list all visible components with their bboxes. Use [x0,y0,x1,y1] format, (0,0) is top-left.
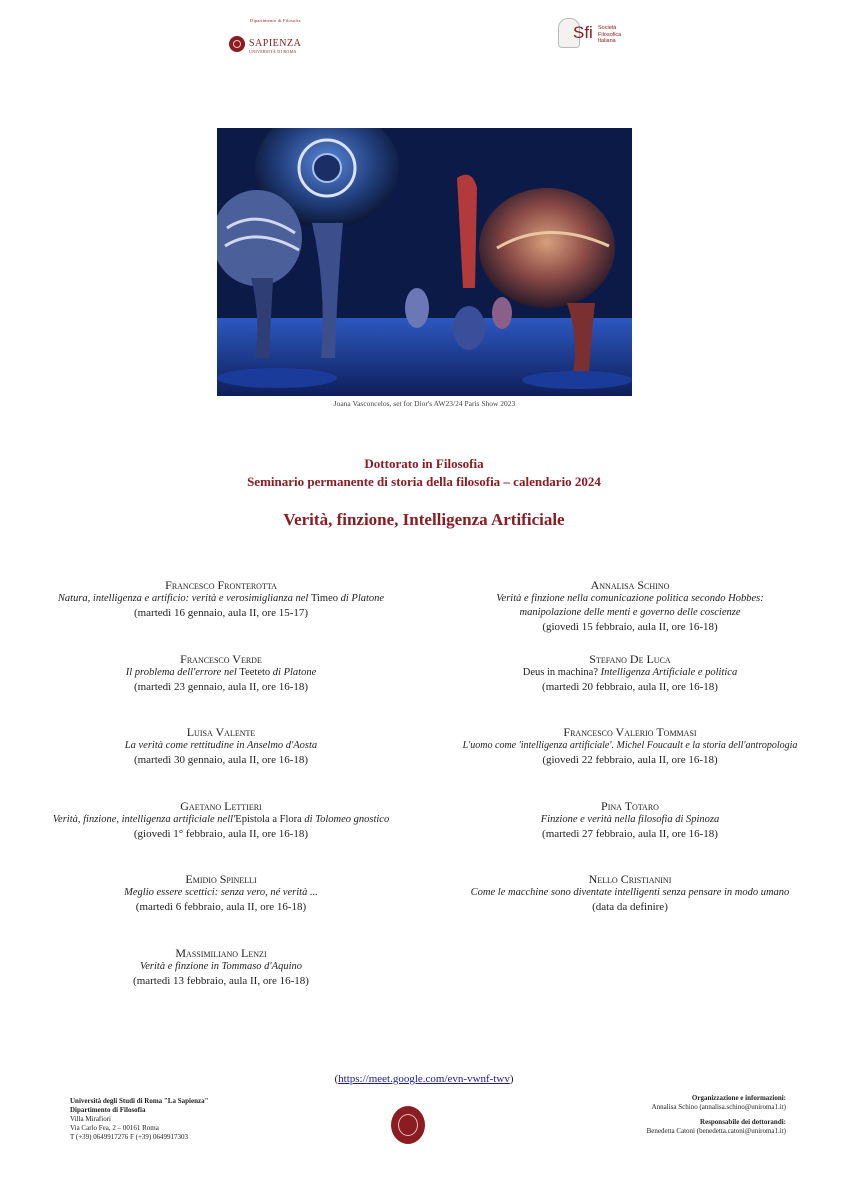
talk-speaker: Francesco Verde [180,652,262,666]
talk-title: Finzione e verità nella filosofia di Spinoza [540,814,720,825]
talk-schedule: (giovedì 22 febbraio, aula II, ore 16-18) [542,754,718,766]
sfi-logo [556,14,636,54]
talk-entry [450,799,810,841]
talk-entry [450,725,810,767]
talk-title: L'uomo come 'intelligenza artificiale'. Michel Foucault e la storia dell'antropologia [462,740,798,751]
talk-speaker: Stefano De Luca [589,652,671,666]
talk-title-part: Intelligenza Artificiale e politica [598,667,738,678]
talk-title: Meglio essere scettici: senza vero, né verità ... [124,887,318,898]
talk-title-part: Natura, intelligenza e artificio: verità e verosimiglianza nel [57,593,311,604]
program-title: Dottorato in Filosofia [364,456,484,471]
sfi-mark: Sfi [573,23,593,42]
sapienza-logo [228,16,308,56]
talk-speaker: Francesco Fronterotta [165,578,277,592]
footer-phone: T (+39) 0649917276 F (+39) 0649917303 [70,1133,189,1141]
sfi-name-line: Italiana [598,38,616,44]
talk-title-work: Timeo [310,593,338,604]
talk-schedule: (data da definire) [592,901,668,913]
talk-speaker: Massimiliano Lenzi [175,946,267,960]
sapienza-seal-footer-icon [391,1106,425,1144]
talk-schedule: (martedì 13 febbraio, aula II, ore 16-18) [133,975,309,987]
sfi-name [598,25,621,45]
talk-schedule: (martedì 30 gennaio, aula II, ore 16-18) [133,754,309,766]
meet-link[interactable]: https://meet.google.com/evn-vwnf-twv [338,1073,510,1085]
sfi-name-line: Società [598,25,617,31]
talk-entry [41,799,401,841]
sapienza-dept-label: Dipartimento di Filosofia [250,18,301,23]
talk-schedule: (giovedì 15 febbraio, aula II, ore 16-18) [542,621,718,633]
seminar-title: Seminario permanente di storia della filosofia – calendario 2024 [247,474,601,489]
footer-address-line: Villa Mirafiori [70,1115,111,1123]
sfi-name-line: Filosofica [598,31,622,38]
talk-title-part: Il problema dell'errore nel [125,667,240,678]
talk-title: Come le macchine sono diventate intelligenti senza pensare in modo umano [470,887,790,898]
talk-entry [41,578,401,620]
footer-resp-label: Responsabile dei dottorandi: [700,1118,786,1126]
footer-university: Università degli Studi di Roma "La Sapienza" [70,1097,209,1105]
talk-title [41,813,401,827]
footer-resp-contact: Benedetta Catoni (benedetta.catoni@uniroma1.it) [646,1127,786,1135]
talk-schedule: (martedì 16 gennaio, aula II, ore 15-17) [133,607,309,619]
footer-org-contact: Annalisa Schino (annalisa.schino@uniroma1.it) [651,1103,786,1111]
talk-entry [41,652,401,694]
talk-speaker: Annalisa Schino [590,578,670,592]
talk-entry [450,578,810,634]
meet-paren-open: ( [334,1073,339,1085]
talk-title: Verità e finzione nella comunicazione politica secondo Hobbes: [496,593,764,604]
sapienza-seal-icon [229,36,245,52]
hero-artwork-graphic [217,128,632,396]
talk-title: La verità come rettitudine in Anselmo d'Aosta [124,740,318,751]
sapienza-subtitle: UNIVERSITÀ DI ROMA [249,49,297,54]
talk-title-part: Verità, finzione, intelligenza artificiale nell' [52,814,236,825]
footer-department: Dipartimento di Filosofia [70,1106,146,1114]
footer-contacts [647,1094,786,1136]
talk-entry [41,725,401,767]
meet-paren-close: ) [509,1073,514,1085]
talk-speaker: Pina Totaro [601,799,659,813]
talk-title-part: di Platone [338,593,385,604]
talk-schedule: (martedì 23 gennaio, aula II, ore 16-18) [133,681,309,693]
talk-title [41,592,401,606]
talk-title-work: Epistola a Flora [235,814,302,825]
talk-title [450,666,810,680]
talk-title-part: di Tolomeo gnostico [301,814,390,825]
talk-title: Verità e finzione in Tommaso d'Aquino [140,961,302,972]
sapienza-name: SAPIENZA [249,38,302,49]
talk-title [41,666,401,680]
footer-address [70,1097,208,1142]
image-caption: Joana Vasconcelos, set for Dior's AW23/24 Paris Show 2023 [333,399,516,408]
footer-address-line: Via Carlo Fea, 2 – 00161 Roma [70,1124,159,1132]
talk-schedule: (martedì 6 febbraio, aula II, ore 16-18) [135,901,307,913]
footer-org-label: Organizzazione e informazioni: [691,1094,786,1102]
talk-speaker: Emidio Spinelli [185,872,257,886]
talk-speaker: Gaetano Lettieri [180,799,262,813]
meet-line [0,1073,848,1085]
talk-entry [41,872,401,914]
talk-speaker: Luisa Valente [186,725,256,739]
hero-image [217,128,632,396]
talk-title-part: di Platone [270,667,317,678]
talk-entry [41,946,401,988]
talk-schedule: (martedì 20 febbraio, aula II, ore 16-18) [542,681,718,693]
talk-schedule: (giovedì 1° febbraio, aula II, ore 16-18) [133,828,309,840]
talk-title-line2: manipolazione delle menti e governo delle coscienze [519,607,741,618]
talk-entry [450,652,810,694]
talk-speaker: Francesco Valerio Tommasi [563,725,697,739]
talk-entry [450,872,810,914]
talk-title-work: Teeteto [239,667,271,678]
talk-title-work: Deus in machina? [522,667,599,678]
talk-speaker: Nello Cristianini [588,872,672,886]
talk-schedule: (martedì 27 febbraio, aula II, ore 16-18) [542,828,718,840]
seminar-main-title: Verità, finzione, Intelligenza Artificiale [283,510,565,529]
